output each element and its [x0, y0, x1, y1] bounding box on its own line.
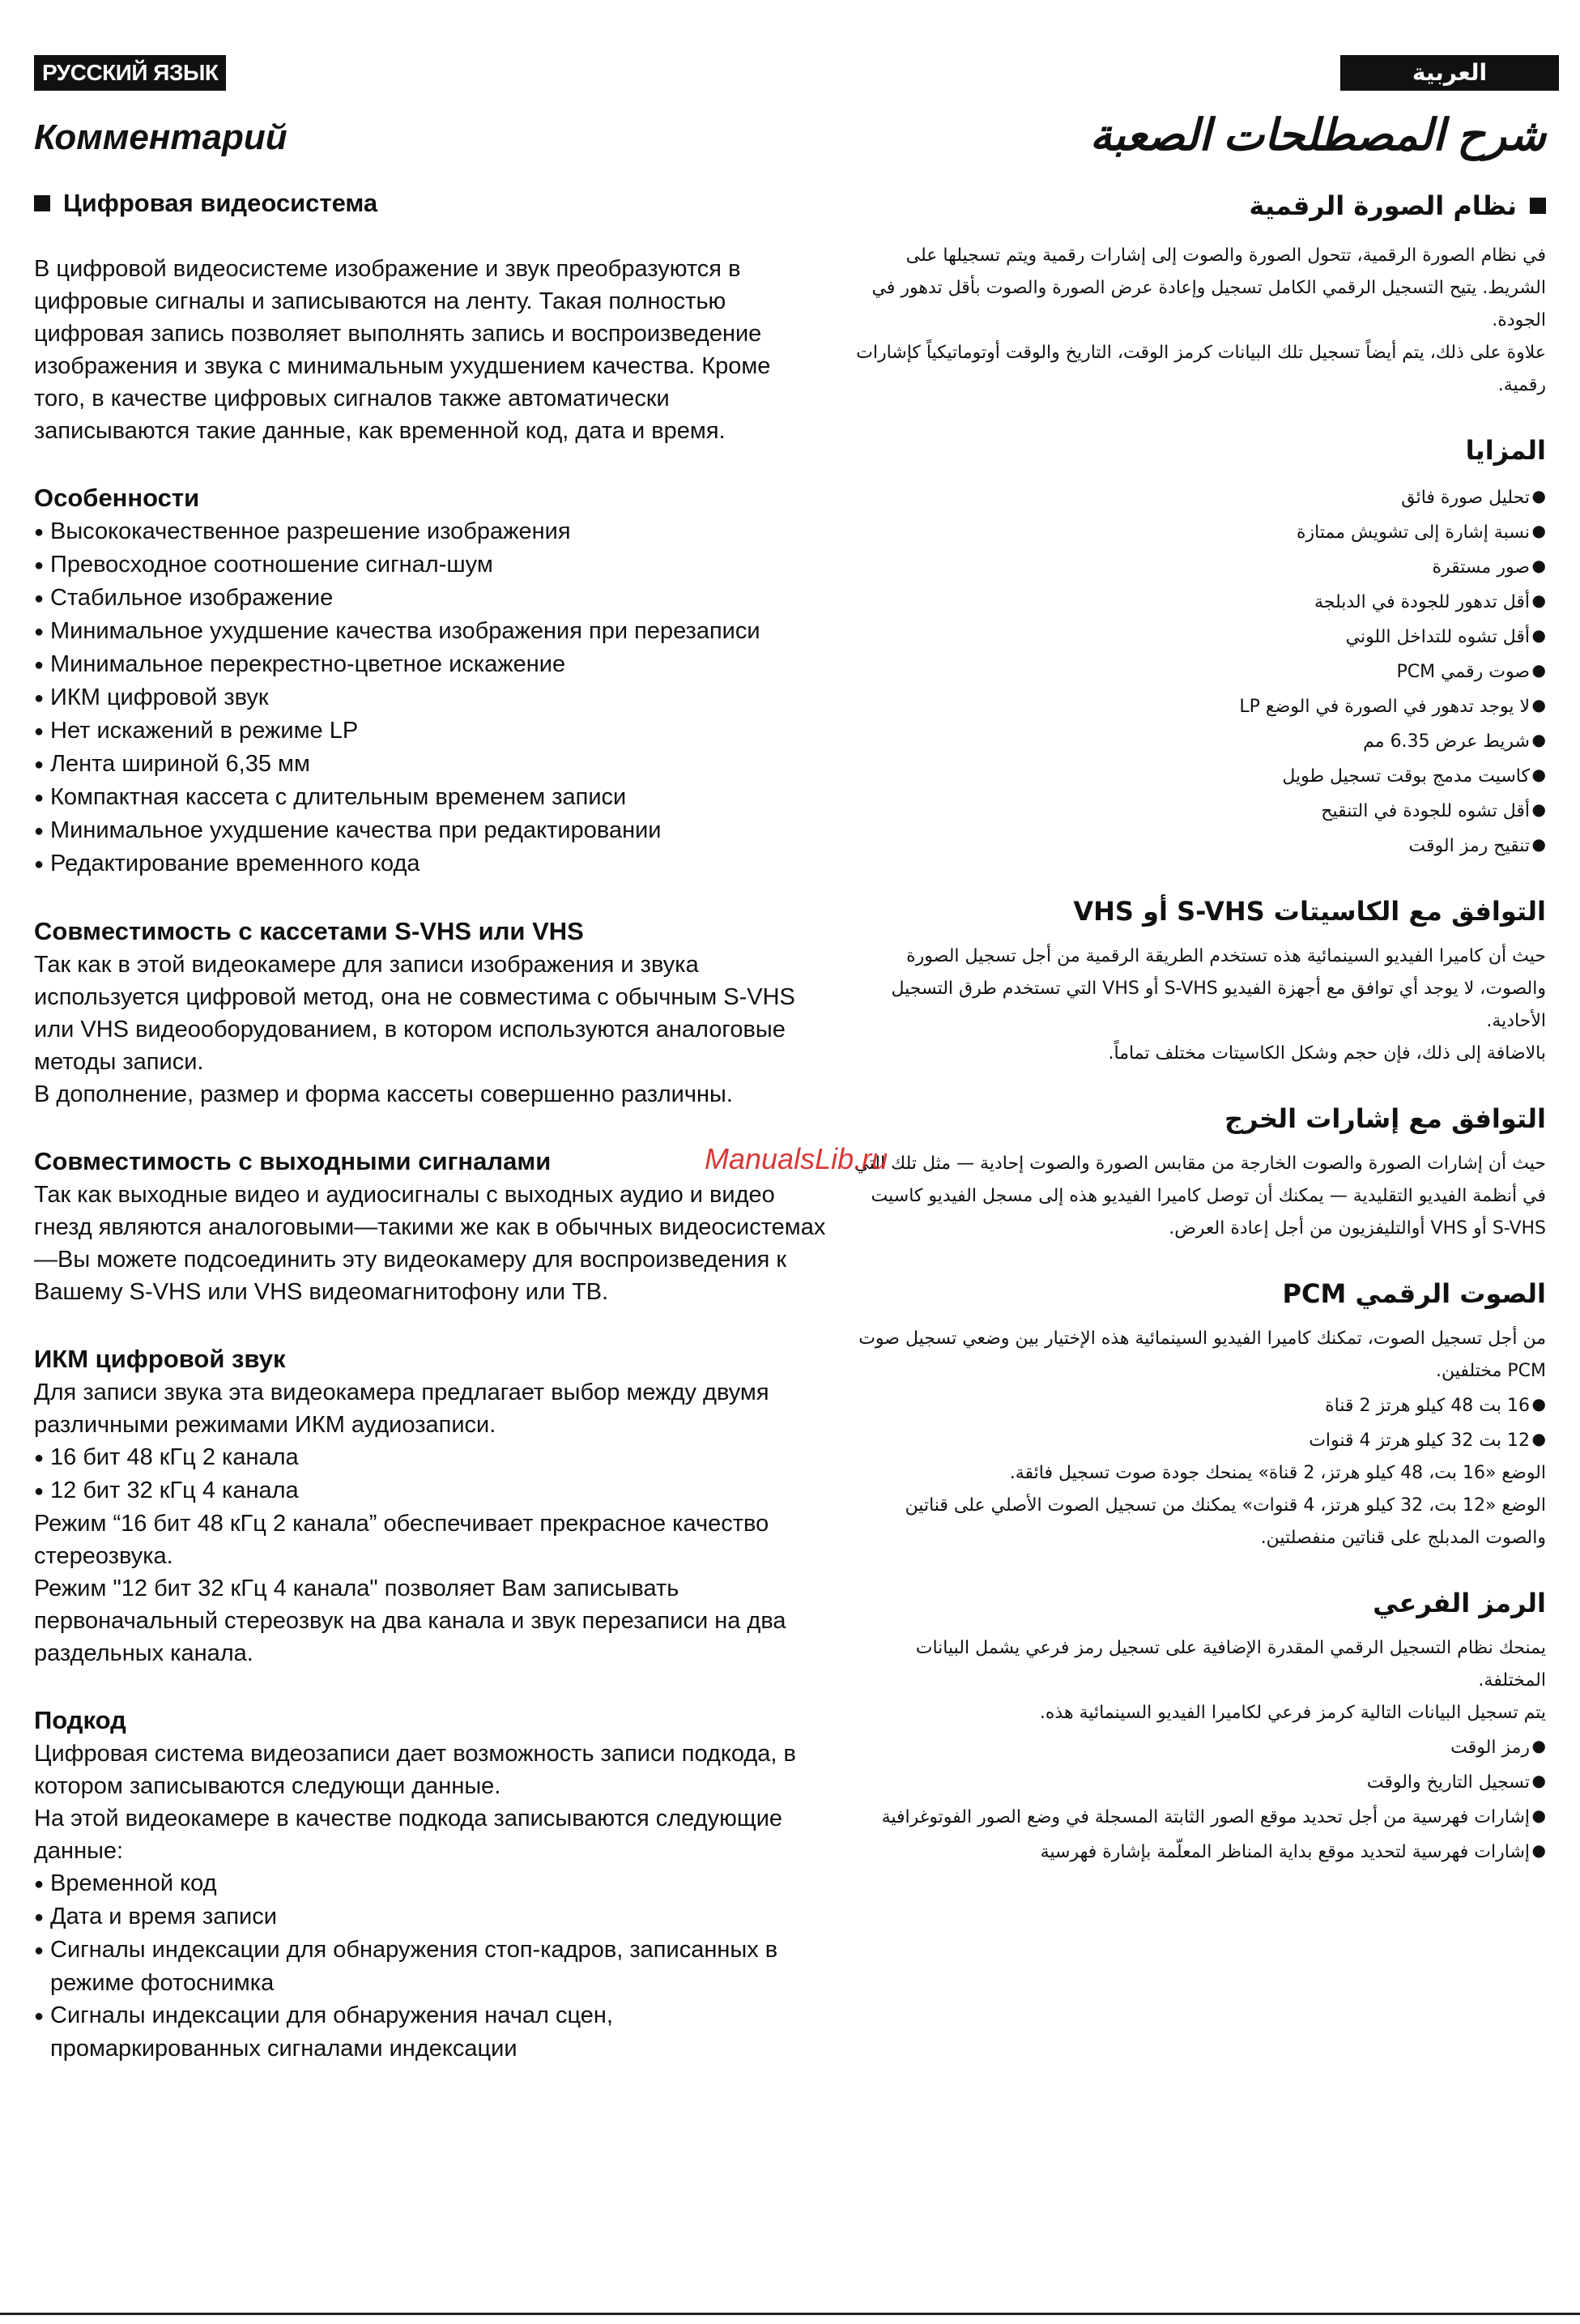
list-item: ● Сигналы индексации для обнаружения стоп-кадров, записанных в режиме фотоснимка	[34, 1934, 828, 1999]
section-cassette-compatibility-ar	[850, 892, 1546, 1070]
footer-rule	[0, 2313, 1580, 2315]
paragraph: الوضع «16 بت، 48 كيلو هرتز، 2 قناة» يمنحك جودة صوت تسجيل فائقة.	[1009, 1463, 1546, 1483]
section-output-compatibility-ar	[850, 1099, 1546, 1245]
section-heading: الصوت الرقمي PCM	[1282, 1278, 1546, 1309]
paragraph: من أجل تسجيل الصوت، تمكنك كاميرا الفيديو السينمائية هذه الإختيار بين وضعي تسجيل صوت PCM مختلفين.	[858, 1328, 1546, 1381]
list-item: ● Лента шириной 6,35 мм	[34, 748, 828, 781]
section-subcode	[34, 1704, 828, 2065]
list-item: ● رمز الوقت	[850, 1729, 1546, 1764]
section-heading: الرمز الفرعي	[1373, 1588, 1546, 1618]
list-item: ● Временной код	[34, 1867, 828, 1900]
paragraph: علاوة على ذلك، يتم أيضاً تسجيل تلك البيانات كرمز الوقت، التاريخ والوقت أوتوماتيكياً كإشارات رقمية.	[856, 343, 1546, 395]
pcm-modes-list	[34, 1441, 828, 1507]
section-heading: التوافق مع إشارات الخرج	[1224, 1103, 1546, 1134]
list-item: ● تنقيح رمز الوقت	[850, 828, 1546, 863]
subcode-list	[850, 1729, 1546, 1869]
paragraph: حيث أن إشارات الصورة والصوت الخارجة من مقابس الصورة والصوت إحادية — مثل تلك التي في أنظمة الفيديو التقليدية — يمكنك أن توصل كاميرا الفيديو هذه إلى مسجل الفيديو كاسيت S-VHS أو VHS أوالتليفزيون من أجل إعادة العرض.	[854, 1153, 1546, 1239]
section-heading: Подкод	[34, 1706, 126, 1734]
arabic-column	[850, 186, 1546, 1898]
list-item: ● Редактирование временного кода	[34, 847, 828, 881]
list-item: ● 12 بت 32 كيلو هرتز 4 قنوات	[850, 1422, 1546, 1457]
section-features-ar	[850, 431, 1546, 863]
list-item: ● أقل تشوه للجودة في التنقيح	[850, 793, 1546, 828]
paragraph: في نظام الصورة الرقمية، تتحول الصورة والصوت إلى إشارات رقمية ويتم تسجيلها على الشريط. يتيح التسجيل الرقمي الكامل تسجيل وإعادة عرض الصورة والصوت بأقل تدهور في الجودة.	[871, 245, 1546, 330]
list-item: ● Сигналы индексации для обнаружения начал сцен, промаркированных сигналами индексации	[34, 1999, 828, 2065]
language-tag-arabic: العربية	[1340, 55, 1559, 91]
paragraph: بالاضافة إلى ذلك، فإن حجم وشكل الكاسيتات مختلف تماماً.	[1108, 1043, 1546, 1064]
list-item: ● Минимальное ухудшение качества изображения при перезаписи	[34, 615, 828, 648]
list-item: ● 16 бит 48 кГц 2 канала	[34, 1441, 828, 1474]
page-title-russian: Комментарий	[34, 117, 287, 157]
list-item: ● 16 بت 48 كيلو هرتز 2 قناة	[850, 1388, 1546, 1422]
section-digital-system	[34, 186, 828, 447]
square-bullet-icon	[1530, 198, 1546, 214]
section-heading: نظام الصورة الرقمية	[1249, 190, 1517, 221]
list-item: ● Минимальное ухудшение качества при редактировании	[34, 814, 828, 847]
list-item: ● صوت رقمي PCM	[850, 654, 1546, 689]
list-item: ● Минимальное перекрестно-цветное искажение	[34, 648, 828, 681]
list-item: ● شريط عرض 6.35 مم	[850, 723, 1546, 758]
section-subcode-ar	[850, 1584, 1546, 1869]
watermark: ManualsLib.ru	[705, 1142, 888, 1175]
subcode-list	[34, 1867, 828, 2065]
features-list	[850, 480, 1546, 863]
paragraph: Режим "12 бит 32 кГц 4 канала" позволяет Вам записывать первоначальный стереозвук на два канала и звук перезаписи на два раздельных канала.	[34, 1576, 786, 1666]
section-digital-system-ar	[850, 186, 1546, 402]
section-heading: التوافق مع الكاسيتات S-VHS أو VHS	[1073, 896, 1546, 927]
section-cassette-compatibility	[34, 915, 828, 1111]
list-item: ● ИКМ цифровой звук	[34, 681, 828, 714]
section-heading: المزايا	[1465, 435, 1546, 466]
list-item: ● أقل تدهور للجودة في الدبلجة	[850, 584, 1546, 619]
section-heading: ИКМ цифровой звук	[34, 1345, 286, 1373]
language-tag-russian: РУССКИЙ ЯЗЫК	[34, 55, 226, 91]
list-item: ● أقل تشوه للتداخل اللوني	[850, 619, 1546, 654]
section-heading: Особенности	[34, 484, 200, 512]
paragraph: يمنحك نظام التسجيل الرقمي المقدرة الإضافية على تسجيل رمز فرعي يشمل البيانات المختلفة.	[915, 1638, 1546, 1691]
paragraph: Режим “16 бит 48 кГц 2 канала” обеспечивает прекрасное качество стереозвука.	[34, 1511, 769, 1569]
paragraph: В цифровой видеосистеме изображение и звук преобразуются в цифровые сигналы и записываются на ленту. Такая полностью цифровая запись позволяет выполнять запись и воспроизведение изображения и звука с минимальным ухудшением качества. Кроме того, в качестве цифровых сигналов также автоматически записываются такие данные, как временной код, дата и время.	[34, 256, 771, 444]
square-bullet-icon	[34, 195, 50, 211]
list-item: ● تسجيل التاريخ والوقت	[850, 1764, 1546, 1799]
list-item: ● إشارات فهرسية من أجل تحديد موقع الصور الثابتة المسجلة في وضع الصور الفوتوغرافية	[850, 1799, 1546, 1834]
list-item: ● Компактная кассета с длительным временем записи	[34, 781, 828, 814]
features-list	[34, 515, 828, 881]
section-heading: Совместимость с кассетами S-VHS или VHS	[34, 917, 584, 945]
section-heading: Цифровая видеосистема	[63, 189, 378, 217]
paragraph: الوضع «12 بت، 32 كيلو هرتز، 4 قنوات» يمكنك من تسجيل الصوت الأصلي على قناتين والصوت المدبلج على قناتين منفصلتين.	[905, 1495, 1546, 1548]
section-heading: Совместимость с выходными сигналами	[34, 1147, 552, 1175]
section-pcm-audio-ar	[850, 1274, 1546, 1554]
section-features	[34, 481, 828, 881]
list-item: ● Высококачественное разрешение изображения	[34, 515, 828, 548]
list-item: ● إشارات فهرسية لتحديد موقع بداية المناظر المعلّمة بإشارة فهرسية	[850, 1834, 1546, 1869]
pcm-modes-list	[850, 1388, 1546, 1457]
list-item: ● تحليل صورة فائق	[850, 480, 1546, 514]
list-item: ● Дата и время записи	[34, 1900, 828, 1934]
paragraph: Так как выходные видео и аудиосигналы с выходных аудио и видео гнезд являются аналоговыми—такими же как в обычных видеосистемах—Вы можете подсоединить эту видеокамеру для воспроизведения к Вашему S-VHS или VHS видеомагнитофону или ТВ.	[34, 1182, 826, 1305]
list-item: ● Нет искажений в режиме LP	[34, 714, 828, 748]
paragraph: حيث أن كاميرا الفيديو السينمائية هذه تستخدم الطريقة الرقمية من أجل تسجيل الصورة والصوت، لا يوجد أي توافق مع أجهزة الفيديو S-VHS أو VHS التي تستخدم طرق التسجيل الأحادية.	[891, 946, 1546, 1031]
paragraph: На этой видеокамере в качестве подкода записываются следующие данные:	[34, 1806, 783, 1864]
paragraph: يتم تسجيل البيانات التالية كرمز فرعي لكاميرا الفيديو السينمائية هذه.	[1039, 1703, 1546, 1723]
list-item: ● كاسيت مدمج بوقت تسجيل طويل	[850, 758, 1546, 793]
paragraph: В дополнение, размер и форма кассеты совершенно различны.	[34, 1081, 733, 1107]
list-item: ● Превосходное соотношение сигнал-шум	[34, 548, 828, 582]
page-title-arabic: شرح المصطلحات الصعبة	[1089, 111, 1546, 160]
list-item: ● نسبة إشارة إلى تشويش ممتازة	[850, 514, 1546, 549]
paragraph: Так как в этой видеокамере для записи изображения и звука используется цифровой метод, она не совместима с обычным S-VHS или VHS видеооборудованием, в котором используются аналоговые методы записи.	[34, 952, 795, 1075]
paragraph: Для записи звука эта видеокамера предлагает выбор между двумя различными режимами ИКМ аудиозаписи.	[34, 1379, 769, 1438]
list-item: ● لا يوجد تدهور في الصورة في الوضع LP	[850, 689, 1546, 723]
paragraph: Цифровая система видеозаписи дает возможность записи подкода, в котором записываются следующи данные.	[34, 1741, 796, 1799]
list-item: ● 12 бит 32 кГц 4 канала	[34, 1474, 828, 1507]
list-item: ● صور مستقرة	[850, 549, 1546, 584]
list-item: ● Стабильное изображение	[34, 582, 828, 615]
section-pcm-audio	[34, 1342, 828, 1669]
